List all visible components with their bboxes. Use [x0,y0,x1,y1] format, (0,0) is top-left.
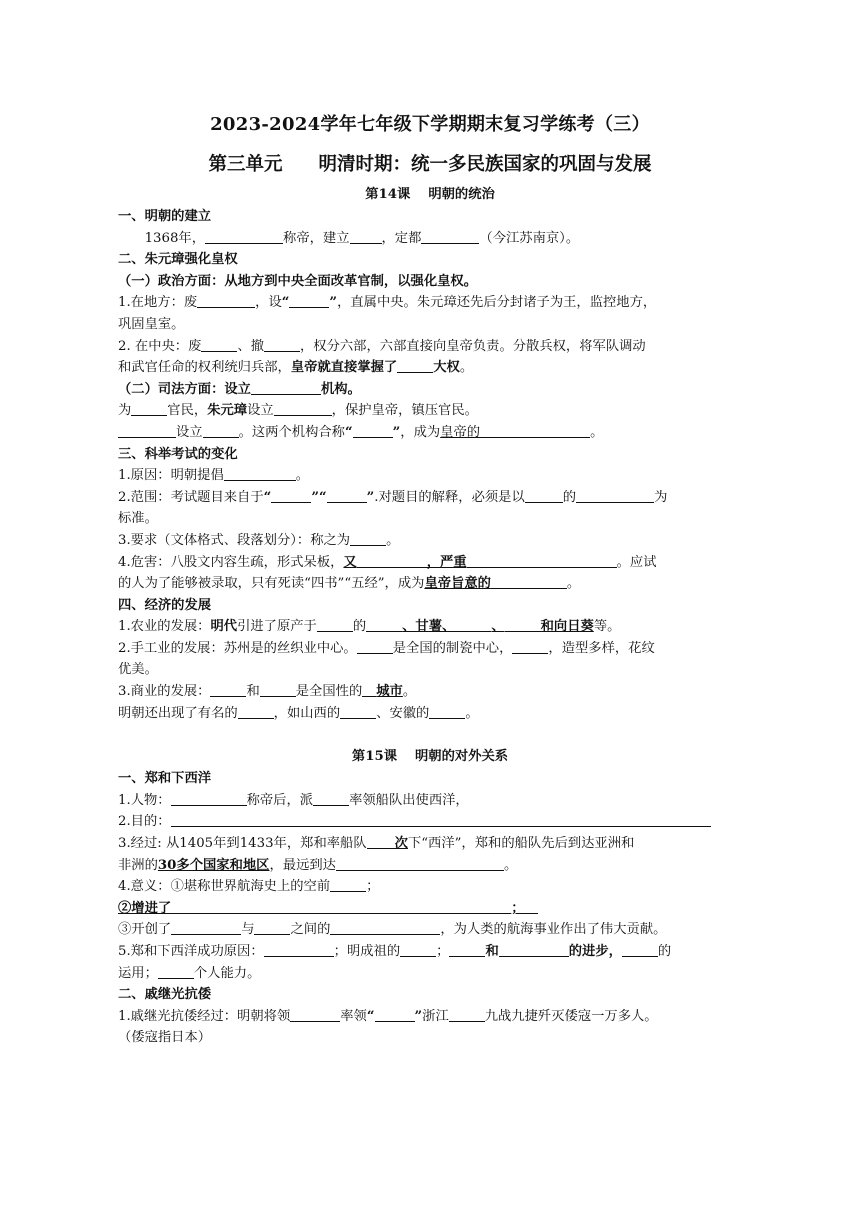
blank[interactable] [330,877,366,892]
blank[interactable] [449,942,485,957]
paragraph: 3.商业的发展： 和 是全国性的 城市。 [118,684,417,700]
paragraph: 5.郑和下西洋成功原因： ；明成祖的 ； 和 的进步， 的 [118,944,672,959]
blank[interactable] [203,423,239,438]
blank[interactable] [397,358,433,373]
blank[interactable] [171,791,247,806]
blank[interactable] [254,920,290,935]
paragraph: 1.农业的发展：明代引进了原产于 的 、甘薯、 、 和向日葵等。 [118,619,621,635]
blank[interactable] [499,942,569,957]
blank[interactable] [264,337,300,352]
blank[interactable] [224,466,296,481]
blank[interactable] [264,942,334,957]
paragraph: 优美。 [118,662,158,678]
blank[interactable] [375,1007,415,1022]
paragraph: 1368年， 称帝，建立 ，定都 （今江苏南京）。 [144,230,580,246]
blank[interactable] [357,639,393,654]
blank[interactable] [317,617,353,632]
unit-number: 第三单元 [208,154,283,175]
blank[interactable] [197,293,255,308]
blank[interactable] [330,920,440,935]
blank[interactable] [353,423,393,438]
blank[interactable] [480,423,590,438]
blank[interactable] [505,617,541,632]
blank[interactable] [350,531,386,546]
blank[interactable] [131,401,167,416]
blank[interactable] [421,229,479,244]
lesson-14-title [118,184,742,206]
paragraph: 设立 。这两个机构合称“ ”，成为皇帝的 。 [118,422,742,444]
paragraph: 非洲的30多个国家和地区，最远到达 。 [118,857,518,873]
section-heading: 四、经济的发展 [118,597,212,613]
unit-name: 明清时期：统一多民族国家的巩固与发展 [318,154,652,175]
section-heading: 三、科举考试的变化 [118,446,238,462]
lesson-15-title [118,746,742,768]
section-heading: 二、戚继光抗倭 [118,987,212,1003]
blank[interactable] [455,617,491,632]
paragraph: 4.危害：八股文内容生疏，形式呆板，又 ，严重 。应试 [118,554,657,570]
section-heading: 二、朱元璋强化皇权 [118,252,238,268]
lesson-14-name: 明朝的统治 [428,187,495,202]
blank[interactable] [525,488,563,503]
paragraph: 和武官任命的权利统归兵部，皇帝就直接掌握了 大权。 [118,360,474,376]
paragraph: （倭寇指日本） [118,1030,212,1046]
blank[interactable] [290,1007,340,1022]
blank[interactable] [251,380,321,395]
subsection-heading: （二）司法方面：设立 机构。 [118,381,361,397]
paragraph: 2. 在中央：废 、撤 ，权分六部，六部直接向皇帝负责。分散兵权，将军队调动 [118,338,646,354]
blank[interactable] [362,682,376,697]
blank[interactable] [467,553,617,568]
paragraph: 1.人物： 称帝后，派 率领船队出使西洋， [118,792,469,808]
paragraph: 2.范围：考试题目来自于“ ”“ ”.对题目的解释，必须是以 的 为 [118,489,668,505]
lesson-14-number: 第14课 [365,187,411,202]
blank[interactable] [400,942,436,957]
paragraph: 1.原因：明朝提倡 。 [118,468,310,484]
blank[interactable] [350,229,382,244]
blank[interactable] [271,488,311,503]
paragraph: 3.要求（文体格式、段落划分）：称之为 。 [118,532,400,548]
paragraph: 2.目的： [118,811,742,833]
blank[interactable] [313,791,349,806]
blank[interactable] [357,553,427,568]
paragraph: 2.手工业的发展：苏州是的丝织业中心。 是全国的制瓷中心， ，造型多样，花纹 [118,640,655,656]
paragraph: 1.戚继光抗倭经过：明朝将领 率领“ ”浙江 九战九捷歼灭倭寇一万多人。 [118,1008,658,1024]
paragraph: 运用； 个人能力。 [118,965,261,981]
blank[interactable] [171,899,511,914]
blank[interactable] [429,704,465,719]
blank[interactable] [367,834,395,849]
paragraph: 的人为了能够被录取，只有死读“四书”“五经”，成为皇帝旨意的 。 [118,576,581,592]
section-heading: 一、明朝的建立 [118,209,212,224]
blank[interactable] [210,682,246,697]
blank[interactable] [260,682,296,697]
blank[interactable] [274,401,332,416]
blank[interactable] [158,964,194,979]
blank[interactable] [576,488,654,503]
blank[interactable] [171,920,241,935]
blank[interactable] [336,856,504,871]
blank[interactable] [622,942,658,957]
blank[interactable] [171,812,711,827]
blank[interactable] [205,229,283,244]
blank[interactable] [289,293,329,308]
paragraph: 标准。 [118,511,158,527]
lesson-15-name: 明朝的对外关系 [415,749,509,765]
subsection-heading: （一）政治方面：从地方到中央全面改革官制，以强化皇权。 [118,273,478,289]
paragraph: 4.意义：①堪称世界航海史上的空前 ； [118,879,380,895]
blank[interactable] [327,488,367,503]
paragraph: 为 官民，朱元璋设立 ，保护皇帝，镇压官民。 [118,403,478,419]
blank[interactable] [340,704,376,719]
blank[interactable] [201,337,237,352]
unit-title [118,150,742,180]
blank[interactable] [449,1007,485,1022]
blank[interactable] [118,423,176,438]
page-title: 2023-2024学年七年级下学期期末复习学练考（三） [210,114,650,135]
paragraph: 1.在地方：废 ，设“ ”，直属中央。朱元璋还先后分封诸子为王，监控地方， [118,295,657,311]
paragraph: 巩固皇室。 [118,316,185,332]
document-content [118,110,742,1049]
blank[interactable] [491,574,567,589]
paragraph: 3.经过: 从1405年到1433年，郑和率船队 次下“西洋”，郑和的船队先后到达亚洲和 [118,836,635,852]
blank[interactable] [238,704,274,719]
blank[interactable] [512,639,548,654]
lesson-15-number: 第15课 [351,749,398,765]
section-heading: 一、郑和下西洋 [118,771,212,787]
paragraph: 明朝还出现了有名的 ，如山西的 、安徽的 。 [118,705,479,721]
blank[interactable] [366,617,402,632]
paragraph: ②增进了 ； [118,898,742,920]
paragraph: ③开创了 与 之间的 ，为人类的航海事业作出了伟大贡献。 [118,922,667,938]
blank[interactable] [524,899,538,914]
